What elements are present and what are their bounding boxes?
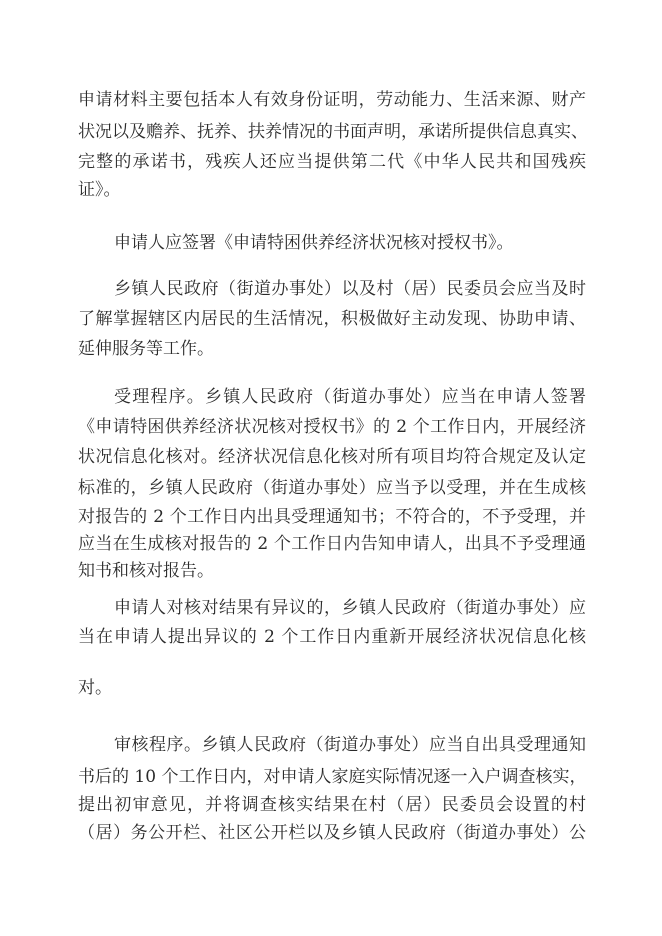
- paragraph-6-line-4: （居）务公开栏、社区公开栏以及乡镇人民政府（街道办事处）公: [78, 823, 586, 843]
- paragraph-1-line-4: 证》。: [78, 180, 121, 200]
- paragraph-6-line-1: 审核程序。乡镇人民政府（街道办事处）应当自出具受理通知: [114, 735, 586, 755]
- paragraph-2-line-1: 申请人应签署《申请特困供养经济状况核对授权书》。: [114, 233, 514, 253]
- paragraph-4-line-6: 应当在生成核对报告的 2 个工作日内告知申请人，出具不予受理通: [78, 534, 586, 554]
- paragraph-1-line-2: 状况以及赡养、抚养、扶养情况的书面声明，承诺所提供信息真实、: [78, 122, 588, 142]
- paragraph-5-line-2: 当在申请人提出异议的 2 个工作日内重新开展经济状况信息化核: [78, 627, 586, 647]
- paragraph-4-line-5: 对报告的 2 个工作日内出具受理通知书；不符合的，不予受理，并: [78, 507, 586, 527]
- paragraph-4-line-2: 《申请特困供养经济状况核对授权书》的 2 个工作日内，开展经济: [78, 417, 586, 437]
- paragraph-5-line-3: 对。: [78, 678, 112, 698]
- paragraph-6-line-2: 书后的 10 个工作日内，对申请人家庭实际情况逐一入户调查核实，: [78, 767, 587, 787]
- paragraph-3-line-2: 了解掌握辖区内居民的生活情况，积极做好主动发现、协助申请、: [78, 309, 586, 329]
- paragraph-4-line-1: 受理程序。乡镇人民政府（街道办事处）应当在申请人签署: [114, 387, 586, 407]
- paragraph-5-line-1: 申请人对核对结果有异议的，乡镇人民政府（街道办事处）应: [114, 598, 586, 618]
- paragraph-4-line-3: 状况信息化核对。经济状况信息化核对所有项目均符合规定及认定: [78, 447, 586, 467]
- paragraph-3-line-3: 延伸服务等工作。: [78, 339, 214, 359]
- paragraph-6-line-3: 提出初审意见，并将调查核实结果在村（居）民委员会设置的村: [78, 795, 586, 815]
- paragraph-1-line-1: 申请材料主要包括本人有效身份证明，劳动能力、生活来源、财产: [78, 90, 586, 110]
- paragraph-1-line-3: 完整的承诺书，残疾人还应当提供第二代《中华人民共和国残疾: [78, 152, 586, 172]
- paragraph-4-line-4: 标准的，乡镇人民政府（街道办事处）应当予以受理，并在生成核: [78, 478, 586, 498]
- paragraph-4-line-7: 知书和核对报告。: [78, 561, 214, 581]
- paragraph-3-line-1: 乡镇人民政府（街道办事处）以及村（居）民委员会应当及时: [114, 279, 586, 299]
